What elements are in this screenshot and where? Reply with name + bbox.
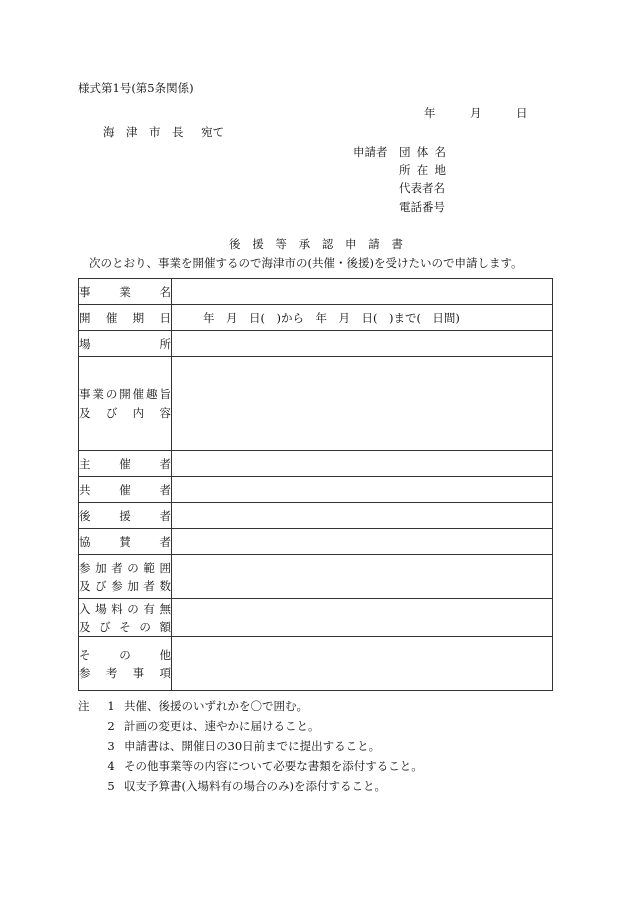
document-title-char: 認 [321, 237, 334, 251]
form-row-label-char: び [95, 578, 107, 593]
form-row-value[interactable] [172, 279, 553, 305]
form-row-label-char: 加 [95, 560, 107, 575]
note-number: 5 [107, 779, 115, 793]
note-prefix [78, 719, 102, 739]
form-row-value[interactable] [172, 599, 553, 637]
form-row-label-char: 催 [105, 310, 118, 325]
form-row [79, 477, 553, 503]
form-row-value[interactable] [172, 503, 553, 529]
form-row-label-char: そ [119, 619, 131, 634]
form-row-label-char: 者 [159, 482, 171, 497]
form-row [79, 637, 553, 691]
note-item [78, 719, 423, 739]
form-row-label-line [79, 285, 171, 299]
form-row-label-char: の [127, 601, 139, 616]
form-row-label-char: び [105, 406, 118, 420]
note-prefix: 注 [78, 699, 90, 713]
form-row-value[interactable] [172, 331, 553, 357]
document-title [229, 237, 403, 251]
form-row-label-char: 者 [111, 560, 123, 575]
date-line [424, 106, 528, 120]
note-text: 計画の変更は、速やかに届けること。 [124, 719, 320, 733]
form-row-label-char: 内 [132, 406, 145, 420]
form-row-label-line [79, 648, 171, 662]
addressee [103, 125, 224, 139]
form-row-value[interactable] [172, 357, 553, 451]
form-row-label-char: 及 [79, 619, 91, 634]
form-row-label-char: び [99, 619, 111, 634]
intro-text: 次のとおり、事業を開催するので海津市の(共催・後援)を受けたいので申請します。 [89, 256, 523, 270]
form-row-label-char: 開 [119, 387, 131, 401]
form-row-label-char: 料 [111, 601, 123, 616]
applicant-field-char: 団 [399, 145, 411, 159]
note-item [78, 759, 423, 779]
document-title-char: 請 [368, 237, 380, 251]
form-row-value[interactable] [172, 451, 553, 477]
form-row-label-char: 趣 [146, 387, 158, 401]
form-row-label-char: 者 [159, 534, 171, 549]
applicant-field-char: 地 [434, 163, 446, 177]
form-row-label-char: 旨 [159, 387, 171, 401]
applicant-representative: 代表者名 [399, 181, 445, 195]
document-title-char: 申 [345, 237, 357, 251]
document-title-char: 援 [252, 237, 264, 251]
form-row-label-line [79, 561, 171, 575]
note-number: 2 [107, 719, 115, 733]
applicant-field-char: 所 [399, 163, 411, 177]
form-row-label [79, 637, 172, 691]
note-prefix [78, 759, 102, 779]
form-row-label-char: 無 [159, 601, 171, 616]
form-row-label-line [79, 311, 171, 325]
form-row-value[interactable] [172, 637, 553, 691]
form-row [79, 331, 553, 357]
form-row-value[interactable] [172, 477, 553, 503]
form-row-label-char: そ [79, 647, 91, 662]
applicant-field-char: 名 [434, 145, 446, 159]
form-row [79, 529, 553, 555]
document-title-char: 書 [391, 237, 403, 251]
note-number: 3 [107, 739, 115, 753]
note-number: 1 [107, 699, 115, 713]
form-row-value[interactable]: 年 月 日( )から 年 月 日( )まで( 日間) [172, 305, 553, 331]
form-row-label-char: 者 [159, 456, 171, 471]
form-row-label-char: 所 [159, 336, 171, 351]
form-row-label-char: 参 [111, 578, 123, 593]
form-row-label-char: 範 [143, 560, 155, 575]
form-row-label [79, 357, 172, 451]
form-row [79, 503, 553, 529]
form-row-label-char: 額 [159, 619, 171, 634]
note-text: 申請書は、開催日の30日前までに提出すること。 [124, 739, 381, 753]
form-row-label-char: 有 [143, 601, 155, 616]
form-row-label-char: 催 [119, 482, 131, 497]
form-row-label-line [79, 337, 171, 351]
form-row-label-char: の [105, 387, 118, 401]
applicant-org-name [399, 145, 446, 159]
note-number: 4 [107, 759, 115, 773]
form-row-label-char: 加 [127, 578, 139, 593]
note-item [78, 739, 423, 759]
form-row-label-line [79, 535, 171, 549]
form-row-label-char: 業 [92, 387, 104, 401]
form-row-label-char: 場 [79, 336, 91, 351]
form-row-label-char: 数 [159, 578, 171, 593]
form-row-label [79, 331, 172, 357]
form-row-label-char: 期 [132, 310, 145, 325]
form-row-label-char: 事 [132, 665, 145, 680]
form-row-label-char: 開 [79, 310, 91, 325]
date-month-label: 月 [470, 106, 482, 120]
document-title-char: 等 [275, 237, 287, 251]
form-row-label-char: 場 [95, 601, 107, 616]
form-row-label-char: 後 [79, 508, 91, 523]
form-row-label-char: 催 [132, 387, 145, 401]
form-row-label [79, 529, 172, 555]
form-row-label-char: 共 [79, 482, 91, 497]
form-row-label-char: 及 [79, 578, 91, 593]
applicant-address [399, 163, 446, 177]
form-row-label-line [79, 509, 171, 523]
form-row-label-char: 者 [159, 508, 171, 523]
applicant-phone: 電話番号 [399, 200, 445, 214]
form-row-label [79, 305, 172, 331]
form-row-label-char: 主 [79, 456, 91, 471]
note-prefix [78, 779, 102, 799]
form-row-label-char: 名 [159, 284, 171, 299]
document-title-char: 承 [298, 237, 311, 251]
form-row-label-char: 参 [79, 560, 91, 575]
form-number: 様式第1号(第5条関係) [78, 81, 194, 95]
form-row-label-char: 容 [159, 406, 171, 420]
form-row [79, 451, 553, 477]
form-row-label-line [79, 579, 171, 593]
form-row-label-char: 他 [159, 647, 171, 662]
form-row [79, 305, 553, 331]
form-row-label-char: 業 [119, 284, 131, 299]
form-row-label [79, 503, 172, 529]
form-row-label-char: 入 [79, 601, 91, 616]
form-row-label-char: 協 [79, 534, 91, 549]
form-row-label-char: の [139, 619, 151, 634]
date-year-label: 年 [424, 106, 436, 120]
form-row-label-line [79, 483, 171, 497]
form-row-value[interactable] [172, 529, 553, 555]
note-text: 共催、後援のいずれかを〇で囲む。 [124, 699, 308, 713]
applicant-label: 申請者 [353, 145, 388, 159]
note-item [78, 779, 423, 799]
form-row [79, 279, 553, 305]
form-row-label-char: 項 [159, 665, 171, 680]
form-row [79, 599, 553, 637]
form-row-label [79, 477, 172, 503]
form-row-label [79, 279, 172, 305]
form-row-label-line [79, 620, 171, 634]
addressee-city: 海 津 市 長 [103, 125, 184, 139]
form-row [79, 357, 553, 451]
form-row-label-char: 考 [105, 665, 118, 680]
applicant-field-char: 在 [416, 163, 429, 177]
form-row-label-line [79, 457, 171, 471]
form-row-label-char: 事 [79, 284, 91, 299]
form-row-label-char: 援 [119, 508, 131, 523]
form-row-value[interactable] [172, 555, 553, 599]
form-row-label-char: 日 [159, 310, 171, 325]
form-row-label-char: 事 [79, 387, 91, 401]
form-row-label-char: 者 [143, 578, 155, 593]
form-row-label-char: 参 [79, 665, 91, 680]
form-row-label-line [79, 666, 171, 680]
form-row-label-char: 賛 [119, 534, 131, 549]
note-text: その他事業等の内容について必要な書類を添付すること。 [124, 759, 423, 773]
form-row [79, 555, 553, 599]
note-text: 収支予算書(入場料有の場合のみ)を添付すること。 [124, 779, 386, 793]
form-row-label-line [79, 602, 171, 616]
form-row-label-line [79, 406, 171, 420]
notes [78, 699, 423, 799]
form-row-label [79, 599, 172, 637]
application-form-table [78, 278, 553, 691]
form-row-label-line [79, 387, 171, 401]
form-row-label [79, 451, 172, 477]
note-item [78, 699, 423, 719]
form-row-label-char: 催 [119, 456, 131, 471]
form-row-label-char: の [127, 560, 139, 575]
addressee-honorific: 宛て [201, 125, 225, 139]
form-row-label [79, 555, 172, 599]
date-day-label: 日 [516, 106, 528, 120]
applicant-field-char: 体 [416, 145, 429, 159]
form-row-label-char: 及 [79, 406, 91, 420]
form-row-label-char: の [119, 647, 131, 662]
note-prefix [78, 739, 102, 759]
document-title-char: 後 [229, 237, 241, 251]
form-row-label-char: 囲 [159, 560, 171, 575]
